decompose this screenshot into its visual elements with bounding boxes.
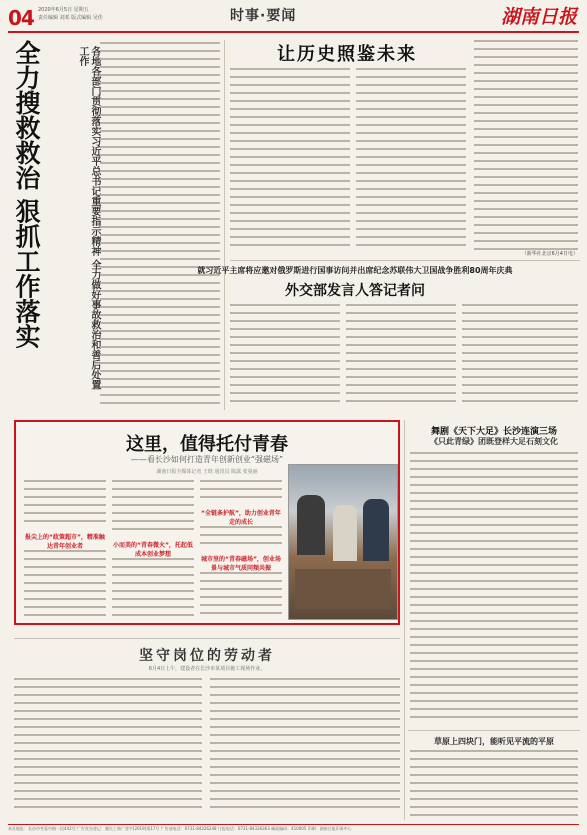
feature-section-heading: 报尖上的“政策超市”，精准触达青年创业者 (25, 534, 105, 550)
news-body-col1 (230, 304, 340, 410)
right-story-body (410, 452, 578, 728)
left-story-headline: 全力搜救救治 狠抓工作落实 (12, 40, 41, 349)
right-story2-body (410, 750, 578, 820)
masthead (0, 0, 587, 34)
top-story-body-col1 (230, 68, 350, 253)
page-number: 04 (8, 6, 34, 30)
page-footer: 本社地址：长沙市芙蓉中路一段442号 广告发布登记：湘长工商广登字[2019]第17号 广告部电话：0731-84326248 订报电话：0731-84326363 邮政编码：410005 印刷：湖南日报印务中心 (8, 824, 579, 832)
feature-title: 这里，值得托付青春 (126, 434, 288, 455)
top-story-banner: 让历史照鉴未来 (277, 44, 417, 65)
feature-story-box (14, 420, 400, 625)
bottom-story-body-col2 (210, 678, 400, 818)
feature-body (200, 480, 282, 504)
left-story-body (100, 42, 220, 412)
right-story-subtitle: 《只此青绿》团既登样大足石刻文化 (430, 437, 558, 446)
feature-body (24, 550, 106, 620)
news-body-col2 (346, 304, 456, 410)
feature-body (200, 526, 282, 550)
feature-subtitle: ——看长沙如何打造青年创新创业“强磁场” (130, 455, 284, 464)
right-story-title: 舞剧《天下大足》长沙连演三场 (430, 427, 557, 437)
date-line: 2020年6月5日 星期五 (38, 7, 89, 13)
masthead-divider (8, 31, 579, 33)
newspaper-logo: 湖南日报 (500, 6, 577, 28)
feature-body (112, 480, 194, 536)
feature-body (200, 572, 282, 620)
section-divider (14, 638, 400, 639)
news-title: 外交部发言人答记者问 (285, 283, 425, 299)
top-story-credit: （新华社北京6月4日电） (521, 251, 578, 257)
section-divider (408, 730, 580, 731)
left-story-subheadline: 各地各部门贯彻落实习近平总书记重要指示精神 全力做好事故救治和善后处置工作 (77, 46, 100, 390)
feature-authors: 湖南日报全媒体记者 王晗 通讯员 陈露 张曼丽 (156, 469, 258, 475)
news-subtitle: 就习近平主席将应邀对俄罗斯进行国事访问并出席纪念苏联伟大卫国战争胜利80周年庆典 (197, 266, 513, 275)
feature-section-heading: 小而美的“青春微火”，托起低成本创业梦想 (113, 542, 193, 558)
column-divider (404, 420, 405, 820)
bottom-story-caption: 6月4日上午，建设者在长沙市某项目施工现场作业。 (148, 666, 266, 672)
section-divider (230, 260, 580, 261)
feature-intro (24, 480, 106, 528)
news-body-col3 (462, 304, 578, 410)
bottom-story-body-col1 (14, 678, 202, 818)
top-story-body-col3 (474, 40, 578, 255)
feature-section-heading: 城市里的“青春磁场”，创业场景与城市气质同频共振 (201, 556, 281, 572)
right-story2-title: 草原上四块门，能听见平流的平原 (434, 737, 554, 746)
feature-section-heading: “全链条护航”，助力创业青年走的成长 (201, 510, 281, 526)
feature-body (112, 558, 194, 620)
feature-photo (288, 464, 398, 620)
bottom-story-title: 坚守岗位的劳动者 (139, 648, 275, 664)
top-story-body-col2 (356, 68, 466, 253)
column-divider (224, 40, 225, 410)
section-title: 时事·要闻 (230, 8, 297, 24)
editors-line: 责任编辑 刘邓 版式编辑 吴佳 (38, 15, 103, 21)
